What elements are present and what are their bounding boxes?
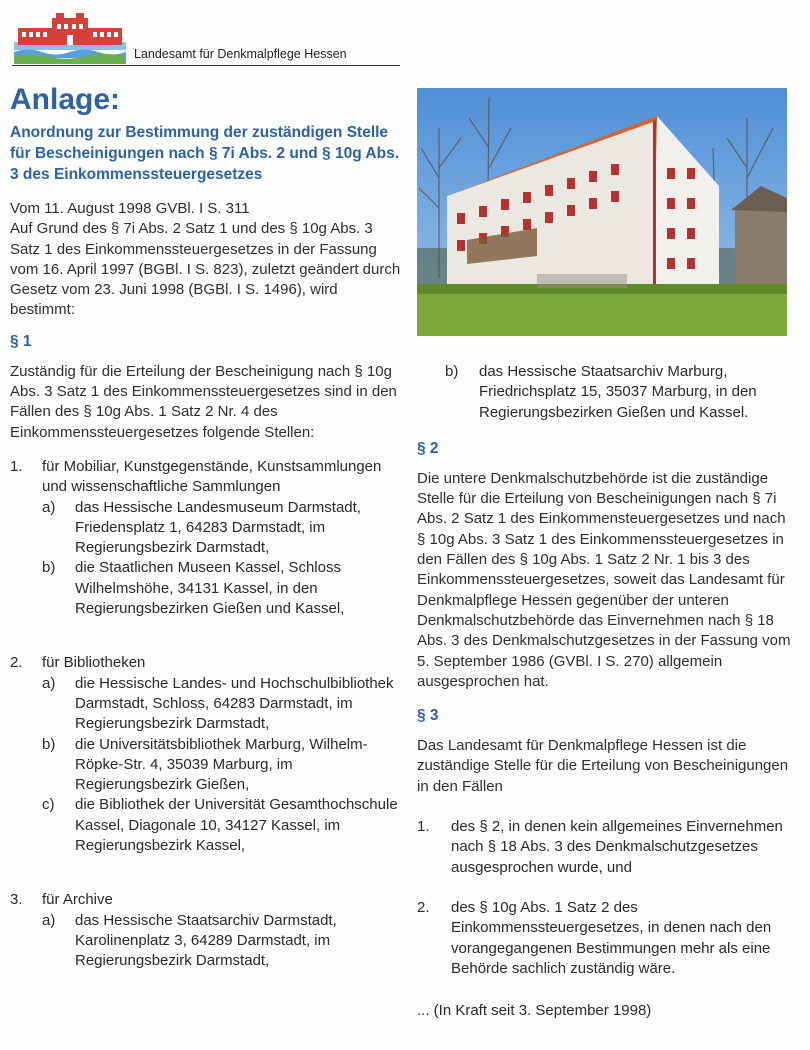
sub-list-text: die Staatlichen Museen Kassel, Schloss Wilhelmshöhe, 34131 Kassel, in den Regierungsbezirken Gießen und Kassel, xyxy=(75,559,345,618)
list-text: des § 2, in denen kein allgemeines Einvernehmen nach § 18 Abs. 3 des Denkmalschutzgesetzes ausgesprochen wurde, und xyxy=(451,818,783,876)
list-item xyxy=(417,898,791,979)
sub-list-item xyxy=(445,362,791,423)
intro-text: Auf Grund des § 7i Abs. 2 Satz 1 und des § 10g Abs. 3 Satz 1 des Einkommenssteuergesetzes in der Fassung vom 16. April 1997 (BGBl. I S. 823), zuletzt geändert durch Gesetz vom 23. Juni 1998 (BGBl. I S. 1496), wird bestimmt: xyxy=(10,220,401,319)
list-item xyxy=(417,817,791,878)
sub-list-text: das Hessische Staatsarchiv Darmstadt, Karolinenplatz 3, 64289 Darmstadt, im Regierungsbezirk Darmstadt, xyxy=(75,911,337,970)
list-number: 3. xyxy=(10,891,23,909)
header-rule xyxy=(12,65,400,66)
list-text: für Archive xyxy=(42,891,113,909)
sub-list-text: die Bibliothek der Universität Gesamthochschule Kassel, Diagonale 10, 34127 Kassel, im Regierungsbezirk Kassel, xyxy=(75,796,398,855)
sub-list-item xyxy=(42,795,402,856)
document-subtitle: Anordnung zur Bestimmung der zuständigen Stelle für Bescheinigungen nach § 7i Abs. 2 und § 10g Abs. 3 des Einkommenssteuergesetzes xyxy=(10,124,400,183)
sub-list-text: die Hessische Landes- und Hochschulbibliothek Darmstadt, Schloss, 64283 Darmstadt, im Regierungsbezirk Darmstadt, xyxy=(75,674,394,733)
document-header xyxy=(12,10,400,68)
sub-list-text: das Hessische Staatsarchiv Marburg, Friedrichsplatz 15, 35037 Marburg, in den Regierungsbezirken Gießen und Kassel. xyxy=(479,363,757,421)
intro-date: Vom 11. August 1998 GVBl. I S. 311 xyxy=(10,200,250,217)
section-3-heading: § 3 xyxy=(417,707,439,725)
list-item xyxy=(10,457,402,498)
right-column xyxy=(417,88,791,1021)
list-text: für Bibliotheken xyxy=(42,654,146,672)
sub-list-letter: b) xyxy=(42,735,56,753)
historic-building-photo xyxy=(417,88,787,336)
sub-list-letter: a) xyxy=(42,911,56,929)
sub-list-letter: a) xyxy=(42,498,56,516)
section-3-text: Das Landesamt für Denkmalpflege Hessen ist die zuständige Stelle für die Erteilung von Bescheinigungen in den Fällen xyxy=(417,737,789,795)
sub-list-text: das Hessische Landesmuseum Darmstadt, Friedensplatz 1, 64283 Darmstadt, im Regierungsbezirk Darmstadt, xyxy=(75,498,361,557)
sub-list-item xyxy=(42,674,402,735)
effective-date-note: ... (In Kraft seit 3. September 1998) xyxy=(417,1002,652,1020)
sub-list-item xyxy=(42,735,402,796)
list-text: für Mobiliar, Kunstgegenstände, Kunstsammlungen und wissenschaftliche Sammlungen xyxy=(42,457,382,496)
list-number: 1. xyxy=(417,818,430,836)
section-2-heading: § 2 xyxy=(417,439,439,457)
left-column xyxy=(10,82,402,972)
page-title: Anlage: xyxy=(10,83,121,116)
sub-list-item xyxy=(42,498,402,559)
sub-list-text: die Universitätsbibliothek Marburg, Wilhelm-Röpke-Str. 4, 35039 Marburg, im Regierungsbezirk Gießen, xyxy=(75,735,368,794)
sub-list-letter: b) xyxy=(42,559,56,577)
list-number: 1. xyxy=(10,457,23,475)
section-2-text: Die untere Denkmalschutzbehörde ist die zuständige Stelle für die Erteilung von Bescheinigungen nach § 7i Abs. 2 Satz 1 des Einkommensteuergesetzes und nach § 10g Abs. 3 Satz 1 des Einkommenssteuergesetzes in den Fällen des § 10g Abs. 1 Satz 2 Nr. 1 bis 3 des Einkommenssteuergesetzes, soweit das Landesamt für Denkmalpflege Hessen gegenüber der unteren Denkmalschutzbehörde das Einvernehmen nach § 18 Abs. 3 des Denkmalschutzgesetzes in der Fassung vom 5. September 1986 (GVBl. I S. 270) allgemein ausgesprochen hat. xyxy=(417,469,791,690)
list-item xyxy=(10,653,402,673)
hessen-castle-logo-icon xyxy=(14,12,126,64)
sub-list-letter: c) xyxy=(42,796,55,814)
list-item xyxy=(10,890,402,910)
organization-name: Landesamt für Denkmalpflege Hessen xyxy=(134,47,347,61)
sub-list-item xyxy=(42,911,402,972)
section-1-text: Zuständig für die Erteilung der Bescheinigung nach § 10g Abs. 3 Satz 1 des Einkommenssteuergesetzes sind in den Fällen des § 10g Abs. 1 Satz 2 Nr. 4 des Einkommenssteuergesetzes folgende Stellen: xyxy=(10,362,397,441)
list-number: 2. xyxy=(417,898,430,916)
list-text: des § 10g Abs. 1 Satz 2 des Einkommenssteuergesetzes, in denen nach den vorangegangenen Bestimmungen mehr als eine Behörde sachlich zuständig wäre. xyxy=(451,898,772,977)
sub-list-item xyxy=(42,558,402,619)
sub-list-letter: b) xyxy=(445,363,459,380)
section-1-heading: § 1 xyxy=(10,332,32,350)
list-number: 2. xyxy=(10,654,23,672)
sub-list-letter: a) xyxy=(42,674,56,692)
